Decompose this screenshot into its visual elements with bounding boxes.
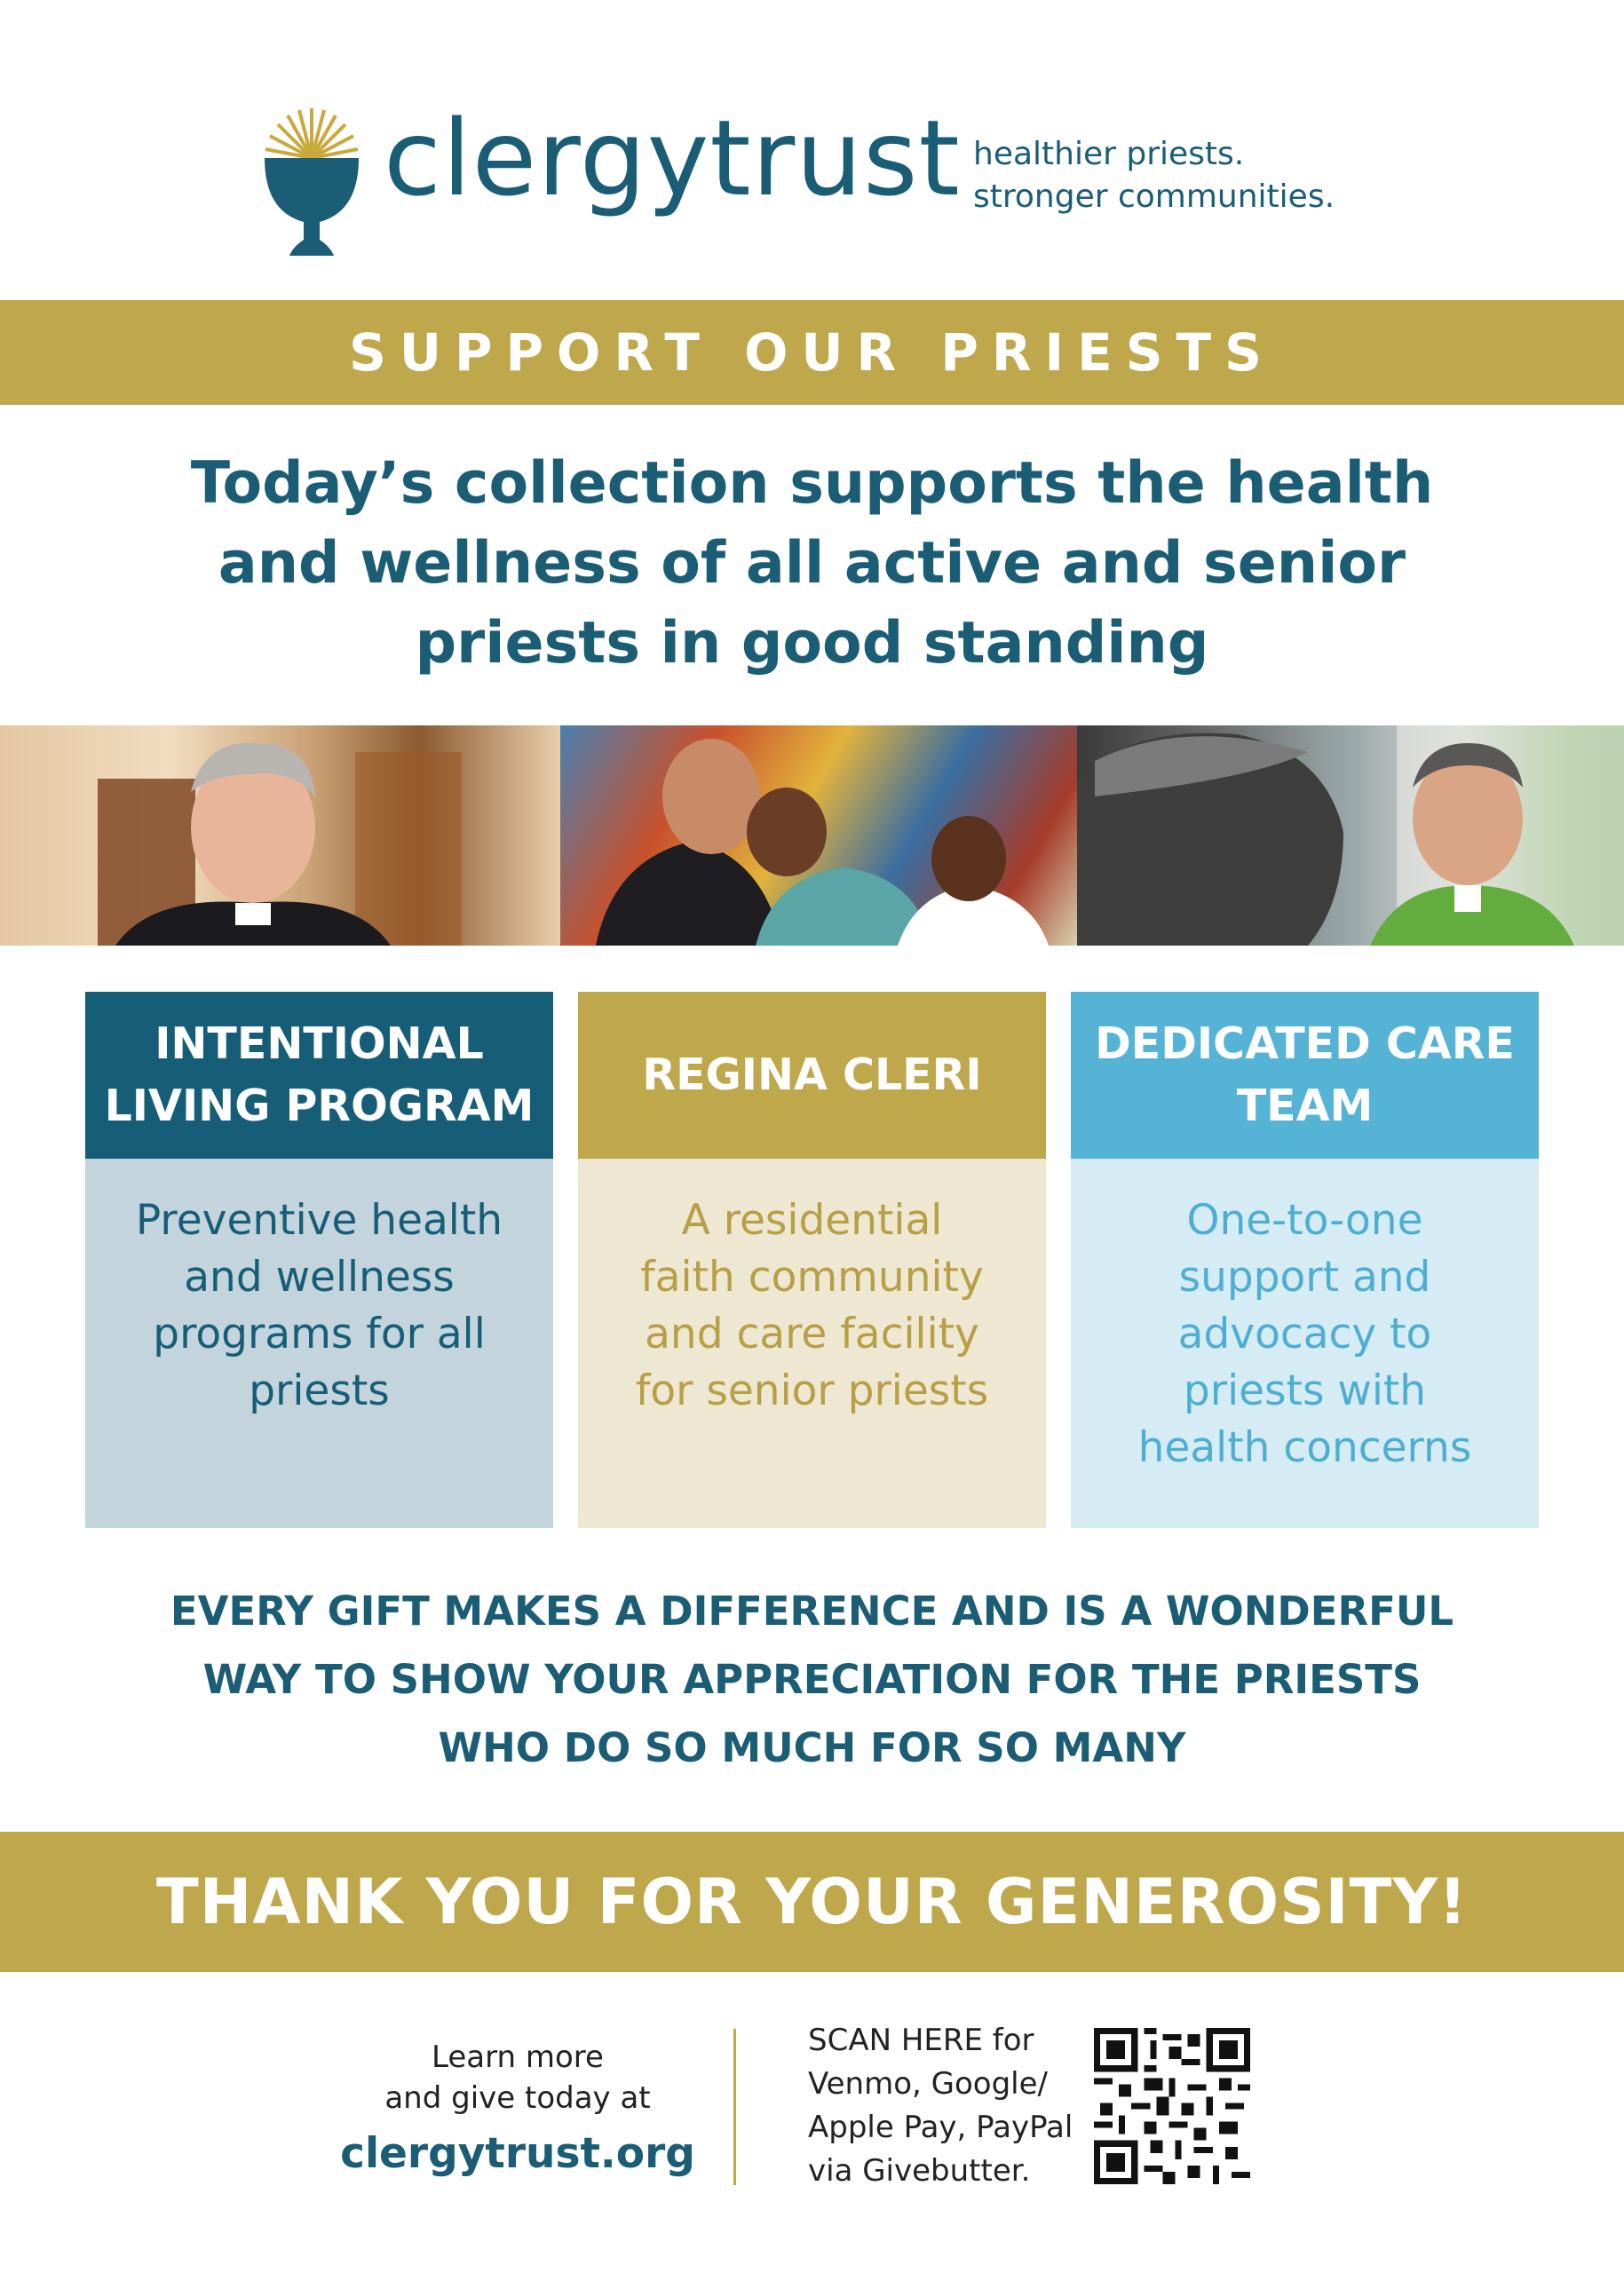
- program-description: [85, 1159, 553, 1528]
- program-title: DEDICATED CARE TEAM: [1071, 992, 1539, 1159]
- description-line: support and: [1178, 1253, 1431, 1302]
- learn-more-text: [340, 2037, 695, 2119]
- headline: Today’s collection supports the health and wellness of all active and senior priests in good standing: [190, 450, 1434, 677]
- program-card-regina-cleri: [578, 992, 1046, 1528]
- description-line: A residential: [681, 1196, 943, 1245]
- description-line: faith community: [640, 1253, 984, 1302]
- description-line: and care facility: [645, 1310, 979, 1358]
- description-line: priests with: [1183, 1366, 1427, 1415]
- scan-line: SCAN HERE for: [808, 2023, 1034, 2058]
- description-line: priests: [249, 1366, 390, 1415]
- description-line: Preventive health: [135, 1196, 503, 1245]
- support-banner-text: SUPPORT OUR PRIESTS: [349, 322, 1275, 383]
- website-link[interactable]: clergytrust.org: [340, 2129, 695, 2178]
- support-banner: [0, 300, 1624, 405]
- scan-line: Apple Pay, PayPal: [808, 2110, 1073, 2145]
- priest-with-youth-photo: [560, 725, 1077, 946]
- program-title: REGINA CLERI: [578, 992, 1046, 1159]
- scan-instructions: [808, 2019, 1073, 2193]
- thank-you-banner: [0, 1832, 1624, 1972]
- clergytrust-logo-icon: [257, 105, 366, 257]
- footer-divider: [733, 2029, 736, 2185]
- program-description: [578, 1159, 1046, 1528]
- thank-you-text: THANK YOU FOR YOUR GENEROSITY!: [156, 1865, 1468, 1938]
- program-card-intentional-living: [85, 992, 553, 1528]
- description-line: health concerns: [1137, 1423, 1472, 1472]
- program-title: INTENTIONAL LIVING PROGRAM: [85, 992, 553, 1159]
- priest-greeting-parishioner-photo: [1077, 725, 1624, 946]
- tagline: [973, 133, 1335, 218]
- scan-line: Venmo, Google/: [808, 2066, 1048, 2102]
- brand-name: clergytrust: [384, 97, 961, 219]
- learn-more-line: and give today at: [384, 2080, 651, 2116]
- learn-more-line: Learn more: [432, 2039, 604, 2075]
- appeal-line: EVERY GIFT MAKES A DIFFERENCE AND IS A WONDERFUL: [170, 1588, 1454, 1635]
- qr-code-icon[interactable]: [1094, 2028, 1250, 2184]
- priest-portrait-photo: [0, 725, 560, 946]
- description-line: and wellness: [184, 1253, 455, 1302]
- tagline-line: stronger communities.: [973, 178, 1335, 215]
- description-line: programs for all: [153, 1310, 486, 1358]
- tagline-line: healthier priests.: [973, 136, 1245, 172]
- description-line: for senior priests: [635, 1366, 989, 1415]
- program-description: [1071, 1159, 1539, 1528]
- scan-line: via Givebutter.: [808, 2153, 1031, 2189]
- photo-strip: [0, 725, 1624, 946]
- program-card-dedicated-care-team: [1071, 992, 1539, 1528]
- appeal-line: WAY TO SHOW YOUR APPRECIATION FOR THE PRIESTS: [202, 1656, 1422, 1703]
- description-line: One-to-one: [1186, 1196, 1423, 1245]
- description-line: advocacy to: [1177, 1310, 1432, 1358]
- appeal-text: [107, 1577, 1517, 1782]
- appeal-line: WHO DO SO MUCH FOR SO MANY: [438, 1724, 1186, 1771]
